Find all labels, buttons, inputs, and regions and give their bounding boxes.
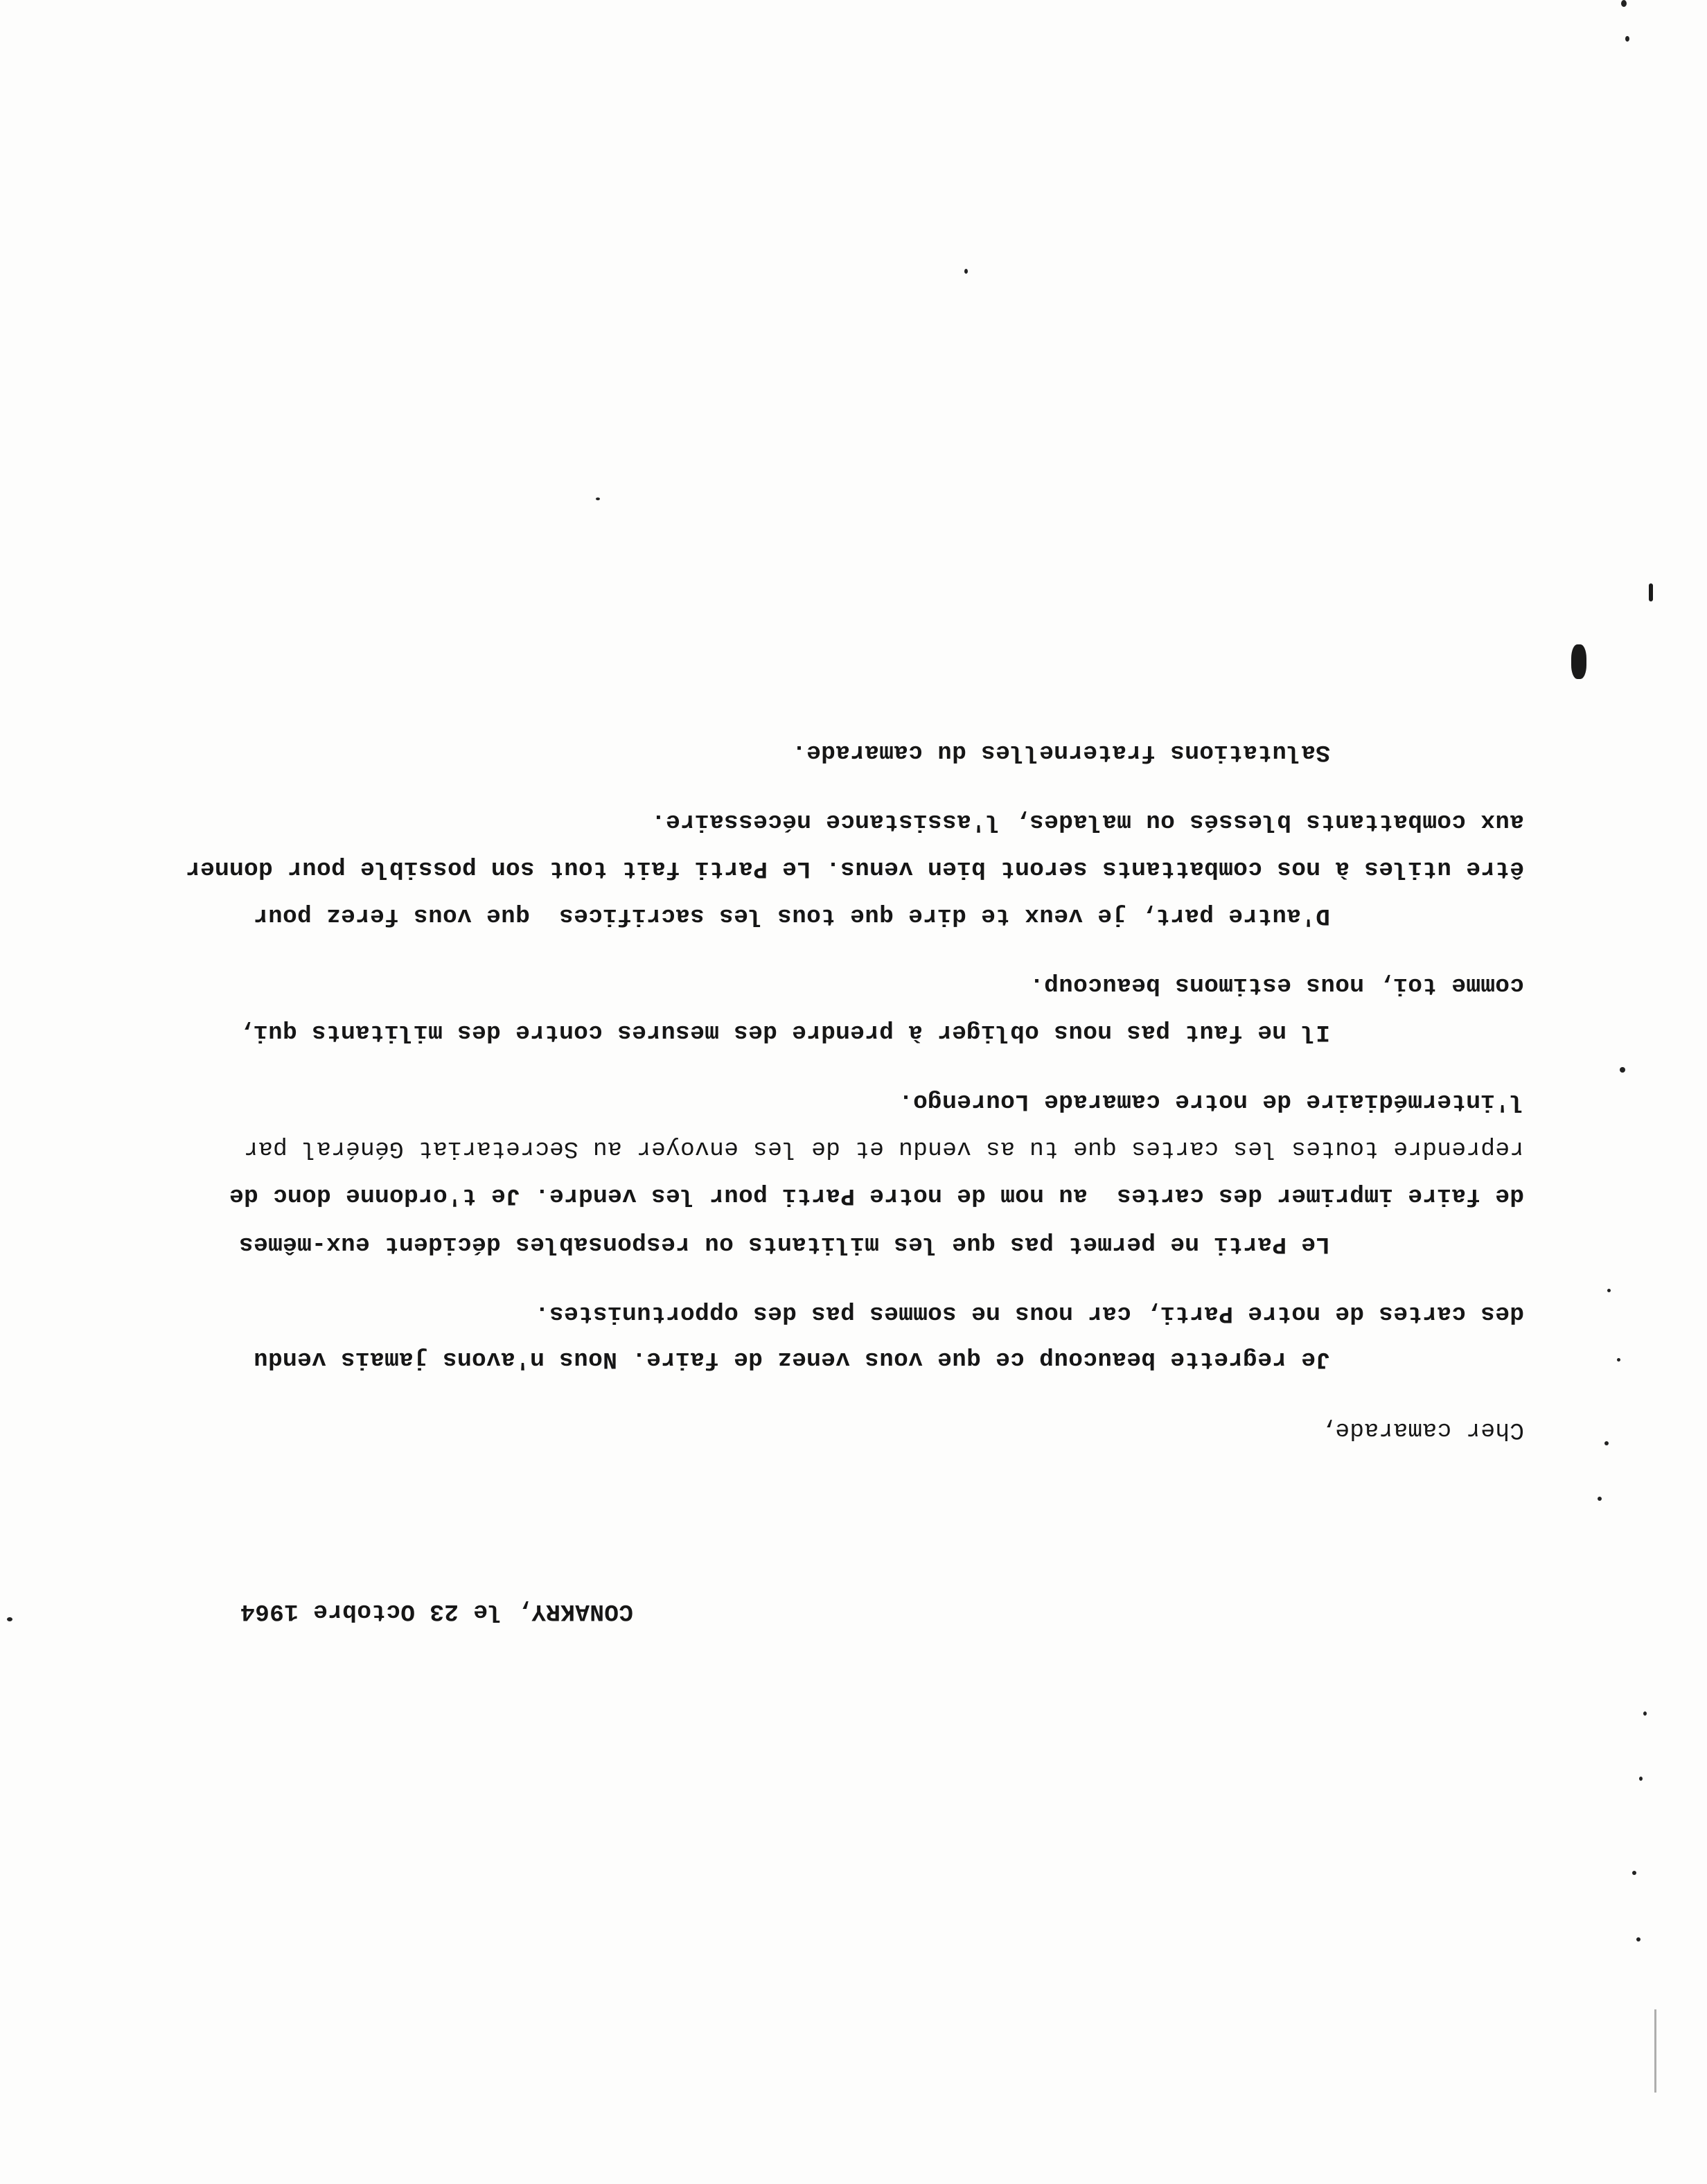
- scan-speck: [1636, 1937, 1640, 1941]
- scan-speck: [1598, 1497, 1602, 1501]
- paragraph-4-line-2: être utiles à nos combattants seront bien venus. Le Parti fait tout son possible pour donner: [185, 855, 1524, 882]
- place-date: CONAKRY, le 23 Octobre 1964: [240, 1598, 633, 1625]
- paragraph-4-line-1: D'autre part, je veux te dire que tous les sacrifices que vous ferez pour: [253, 902, 1330, 929]
- scan-speck: [1607, 1289, 1611, 1292]
- paragraph-2-line-1: Le Parti ne permet pas que les militants ou responsables décident eux-mêmes: [238, 1231, 1330, 1258]
- paragraph-1-line-2: des cartes de notre Parti, car nous ne sommes pas des opportunistes.: [534, 1300, 1524, 1327]
- scan-speck: [1643, 1711, 1647, 1716]
- scan-mark: [1649, 583, 1653, 601]
- paragraph-2-line-4: l'intermédiaire de notre camarade Lourengo.: [898, 1088, 1524, 1115]
- scan-speck: [1617, 1358, 1620, 1362]
- scan-speck: [1625, 36, 1629, 42]
- paragraph-3-line-2: comme toi, nous estimons beaucoup.: [1029, 971, 1524, 998]
- paragraph-2-line-2: de faire imprimer des cartes au nom de notre Parti pour les vendre. Je t'ordonne donc de: [229, 1182, 1524, 1209]
- scan-blot: [1571, 644, 1586, 679]
- scan-mark: [1654, 2009, 1656, 2093]
- scan-speck: [964, 269, 968, 274]
- paragraph-4-line-3: aux combattants blessés ou malades, l'assistance nécessaire.: [651, 808, 1524, 835]
- paragraph-3-line-1: Il ne faut pas nous obliger à prendre des mesures contre des militants qui,: [238, 1019, 1330, 1046]
- scan-speck: [1604, 1441, 1609, 1445]
- scan-speck: [1632, 1871, 1636, 1875]
- paragraph-1-line-1: Je regrette beaucoup ce que vous venez de faire. Nous n'avons jamais vendu: [253, 1346, 1330, 1373]
- paragraph-2-line-3: reprendre toutes les cartes que tu as vendu et de les envoyer au Secretariat Général par: [243, 1135, 1524, 1162]
- scan-speck: [7, 1617, 12, 1621]
- scan-speck: [1620, 1067, 1625, 1073]
- salutation: Cher camarade,: [1320, 1416, 1524, 1443]
- scan-speck: [1639, 1777, 1643, 1781]
- scan-speck: [596, 497, 600, 500]
- closing: Salutations fraternelles du camarade.: [791, 739, 1330, 766]
- scan-speck: [1621, 0, 1627, 7]
